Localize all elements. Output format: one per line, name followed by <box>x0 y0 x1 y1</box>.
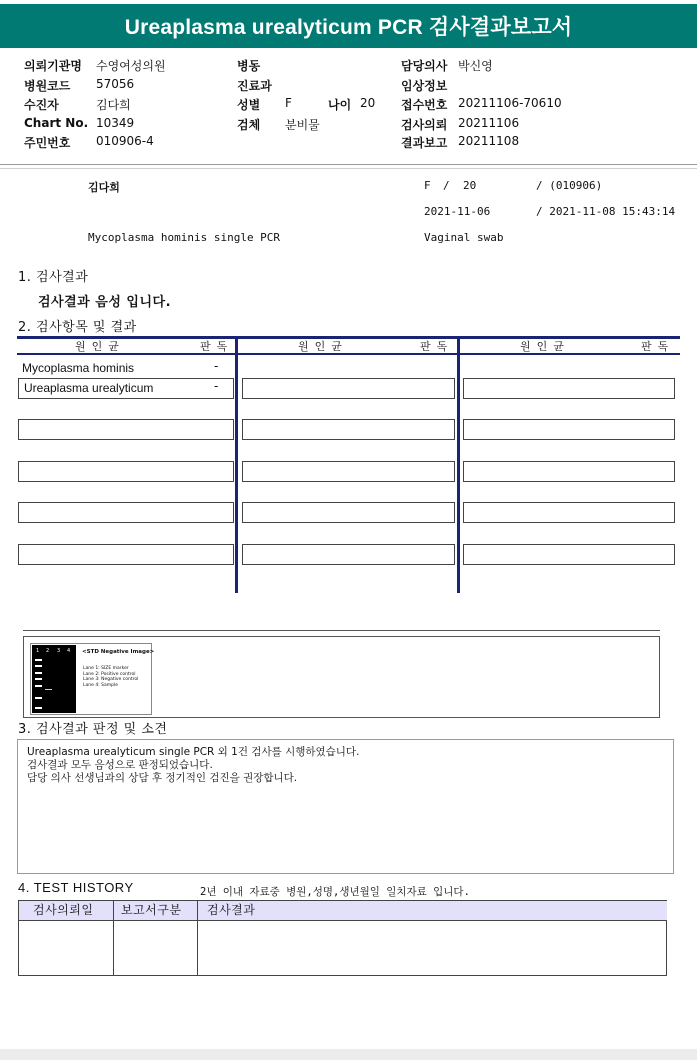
result-cell-empty <box>242 461 455 482</box>
header-left-3: Chart No. 10349 <box>24 116 135 130</box>
positive-control-band <box>45 689 52 690</box>
header-right-4: 결과보고 20211108 <box>401 134 520 150</box>
col-judgement-2: 판독 <box>420 340 454 353</box>
page-footer-bar <box>0 1049 697 1060</box>
header-left-1: 병원코드 57056 <box>24 77 135 93</box>
result-cell-empty <box>463 419 675 440</box>
opinion-line: Ureaplasma urealyticum single PCR 외 1건 검사를 시행하였습니다. <box>27 746 360 758</box>
result-cell-empty <box>463 502 675 523</box>
opinion-line: 검사결과 모두 음성으로 판정되었습니다. <box>27 759 213 771</box>
header-divider <box>0 164 697 165</box>
marker-band <box>35 685 42 687</box>
summary-date-reported: / 2021-11-08 15:43:14 <box>536 205 676 218</box>
section1-result-text: 검사결과 음성 입니다. <box>38 295 172 310</box>
results-table-divider-2 <box>457 336 460 593</box>
history-col-result: 검사결과 <box>197 901 667 921</box>
summary-birth: / (010906) <box>536 179 603 192</box>
opinion-line: 담당 의사 선생님과의 상담 후 정기적인 검진을 권장합니다. <box>27 772 298 784</box>
summary-test: Mycoplasma hominis single PCR <box>88 231 281 244</box>
summary-sex: F <box>424 179 431 192</box>
header-age: 나이 20 <box>328 96 376 112</box>
lane-label: 3 <box>57 648 61 654</box>
result-cell: Ureaplasma urealyticum <box>18 378 234 399</box>
header-left-4: 주민번호 010906-4 <box>24 134 154 150</box>
history-divider <box>197 901 198 976</box>
marker-band <box>35 678 42 680</box>
header-right-2: 접수번호 20211106-70610 <box>401 96 562 112</box>
col-judgement-1: 판독 <box>200 340 234 353</box>
result-row-value: - <box>214 379 219 393</box>
result-cell-empty <box>463 378 675 399</box>
marker-band <box>35 672 42 674</box>
col-judgement-placeholder: 원인균 <box>520 340 570 353</box>
header-sex: 성별 F <box>237 96 292 112</box>
section4-title: 4. TEST HISTORY <box>18 880 134 895</box>
gel-lanes-area <box>32 645 76 713</box>
lane-label: 1 <box>36 648 40 654</box>
gel-legend-item: Lane 2: Positive control <box>83 671 136 677</box>
result-row-name: Mycoplasma hominis <box>22 361 135 375</box>
header-divider-light <box>0 168 697 169</box>
header-right-1: 임상정보 <box>401 79 448 93</box>
history-divider <box>113 901 114 976</box>
header-right-0: 담당의사 박신영 <box>401 59 493 73</box>
result-cell-empty <box>242 502 455 523</box>
summary-sep: / <box>443 179 450 192</box>
marker-band <box>35 707 42 709</box>
gel-caption: <STD Negative Image> <box>82 649 155 655</box>
result-cell-empty <box>18 502 234 523</box>
section3-title: 3. 검사결과 판정 및 소견 <box>18 722 168 737</box>
result-cell-empty <box>463 544 675 565</box>
gel-legend-item: Lane 4: Sample <box>83 682 118 688</box>
result-row-value: - <box>214 359 219 373</box>
gel-legend-item: Lane 1: SIZE marker <box>83 666 129 671</box>
header-right-3: 검사의뢰 20211106 <box>401 116 520 132</box>
col-judgement-3: 판독 <box>641 340 675 353</box>
result-cell-empty <box>18 544 234 565</box>
results-table-divider-1 <box>235 336 238 593</box>
gel-image-box <box>23 636 660 718</box>
image-top-rule <box>23 630 660 631</box>
result-cell-empty <box>242 378 455 399</box>
section1-title: 1. 검사결과 <box>18 270 89 285</box>
summary-age: 20 <box>463 179 477 192</box>
header-dept: 진료과 <box>237 79 272 93</box>
col-pathogen-2: 원인균 <box>298 340 348 353</box>
result-cell-empty <box>242 544 455 565</box>
history-col-request-date: 검사의뢰일 <box>19 901 113 921</box>
summary-specimen: Vaginal swab <box>424 231 504 244</box>
header-ward: 병동 <box>237 59 261 73</box>
header-left-2: 수진자 김다희 <box>24 98 131 112</box>
summary-name: 김다희 <box>88 181 120 194</box>
lane-label: 2 <box>46 648 50 654</box>
gel-legend <box>83 666 138 688</box>
gel-electrophoresis-image <box>30 643 155 715</box>
marker-band <box>35 665 42 667</box>
result-cell-empty <box>242 419 455 440</box>
result-cell-empty <box>18 419 234 440</box>
report-title: Ureaplasma urealyticum PCR 검사결과보고서 <box>0 4 697 48</box>
marker-band <box>35 697 42 699</box>
section2-title: 2. 검사항목 및 결과 <box>18 320 137 335</box>
result-cell-empty <box>18 461 234 482</box>
section4-note: 2년 이내 자료중 병원,성명,생년월일 일치자료 입니다. <box>200 886 470 898</box>
summary-date-received: 2021-11-06 <box>424 205 491 218</box>
history-col-report-type: 보고서구분 <box>113 901 197 921</box>
header-specimen: 검체 분비물 <box>237 118 320 132</box>
opinion-box <box>17 739 674 874</box>
lane-label: 4 <box>67 648 71 654</box>
header-left-0: 의뢰기관명 수영여성의원 <box>24 59 166 73</box>
col-pathogen-1: 원인균 <box>75 340 125 353</box>
gel-legend-item: Lane 3: Negative control <box>83 677 139 682</box>
marker-band <box>35 659 42 661</box>
test-history-table <box>18 900 667 976</box>
result-cell-empty <box>463 461 675 482</box>
